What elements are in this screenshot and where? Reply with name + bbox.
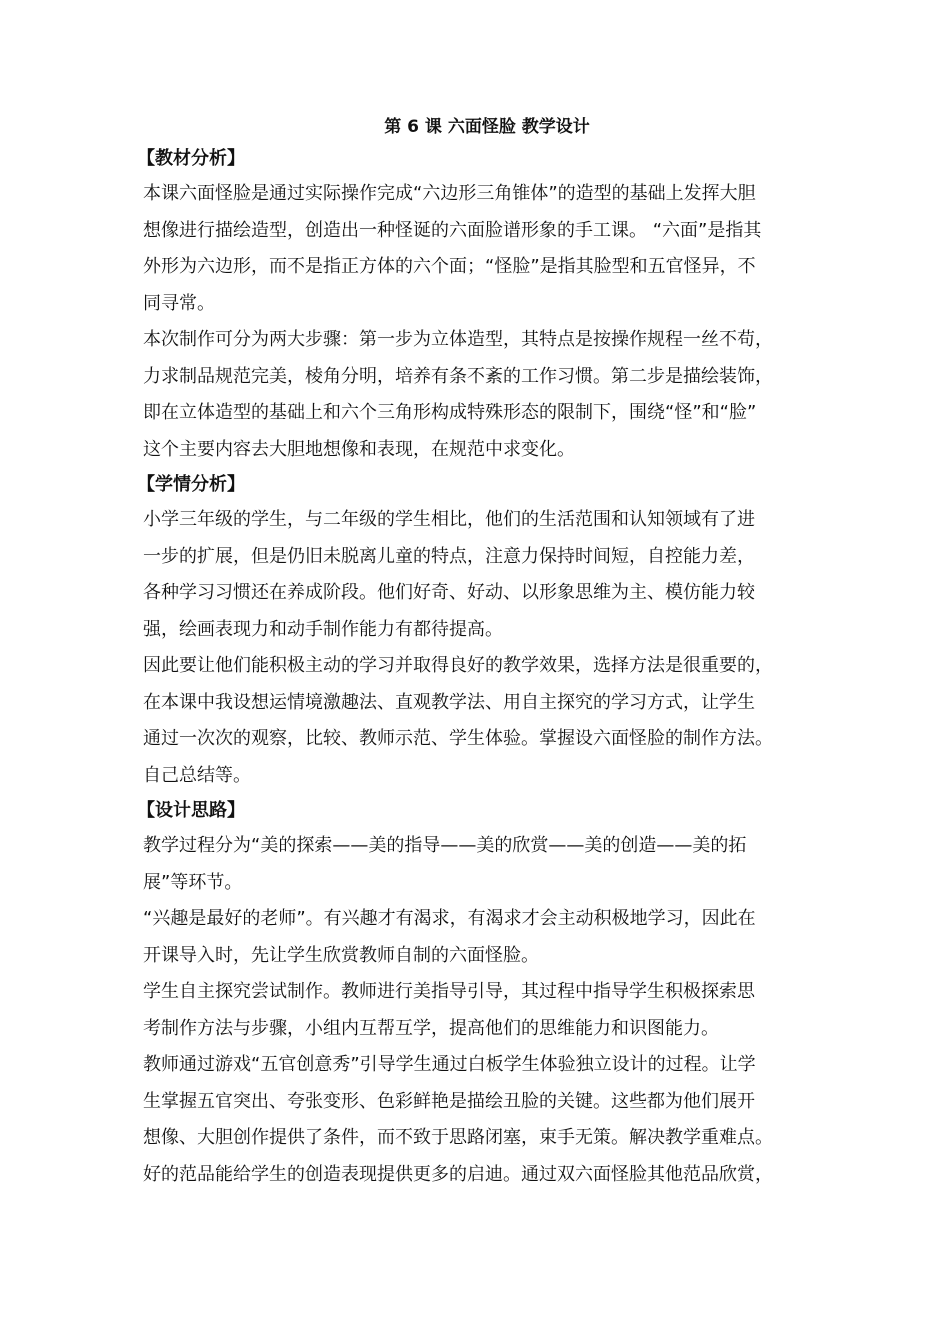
section-heading: 【学情分析】	[137, 474, 245, 495]
text-line: 强，绘画表现力和动手制作能力有都待提高。	[143, 618, 503, 640]
paragraph	[143, 322, 823, 468]
paragraph	[143, 176, 823, 322]
text-line: 生掌握五官突出、夸张变形、色彩鲜艳是描绘丑脸的关键。这些都为他们展开	[143, 1090, 755, 1112]
section-heading: 【设计思路】	[137, 800, 245, 821]
paragraph	[143, 974, 823, 1047]
text-line: 这个主要内容去大胆地想像和表现，在规范中求变化。	[143, 438, 575, 460]
paragraph	[143, 648, 823, 794]
text-line: 即在立体造型的基础上和六个三角形构成特殊形态的限制下，围绕“怪”和“脸”	[143, 402, 757, 423]
text-line: 想像、大胆创作提供了条件，而不致于思路闭塞，束手无策。解决教学重难点。	[143, 1127, 773, 1148]
text-line: 因此要让他们能积极主动的学习并取得良好的教学效果，选择方法是很重要的，	[143, 655, 773, 676]
text-line: 本次制作可分为两大步骤：第一步为立体造型，其特点是按操作规程一丝不苟，	[143, 329, 773, 350]
text-line: 各种学习习惯还在养成阶段。他们好奇、好动、以形象思维为主、模仿能力较	[143, 582, 755, 603]
paragraph	[143, 901, 823, 974]
text-line: 在本课中我设想运情境激趣法、直观教学法、用自主探究的学习方式，让学生	[143, 691, 755, 713]
text-line: 教师通过游戏“五官创意秀”引导学生通过白板学生体验独立设计的过程。让学	[143, 1054, 756, 1075]
text-line: 开课导入时，先让学生欣赏教师自制的六面怪脸。	[143, 944, 539, 966]
text-line: 学生自主探究尝试制作。教师进行美指导引导，其过程中指导学生积极探索思	[143, 981, 755, 1002]
text-line: 想像进行描绘造型，创造出一种怪诞的六面脸谱形象的手工课。 “六面”是指其	[143, 219, 762, 241]
text-line: 本课六面怪脸是通过实际操作完成“六边形三角锥体”的造型的基础上发挥大胆	[143, 183, 756, 204]
text-line: 一步的扩展，但是仍旧未脱离儿童的特点，注意力保持时间短，自控能力差，	[143, 545, 755, 567]
text-line: 自己总结等。	[143, 764, 251, 786]
paragraph	[143, 1047, 823, 1193]
text-line: 考制作方法与步骤，小组内互帮互学，提高他们的思维能力和识图能力。	[143, 1017, 719, 1039]
section-heading: 【教材分析】	[137, 148, 245, 169]
text-line: 通过一次次的观察，比较、教师示范、学生体验。掌握设六面怪脸的制作方法。	[143, 728, 773, 749]
text-line: 小学三年级的学生，与二年级的学生相比，他们的生活范围和认知领域有了进	[143, 509, 755, 530]
text-line: 好的范品能给学生的创造表现提供更多的启迪。通过双六面怪脸其他范品欣赏，	[143, 1163, 773, 1185]
document-body	[137, 142, 823, 1193]
paragraph	[143, 828, 823, 901]
text-line: 外形为六边形，而不是指正方体的六个面；“怪脸”是指其脸型和五官怪异，不	[143, 256, 756, 277]
text-line: “兴趣是最好的老师”。有兴趣才有渴求，有渴求才会主动积极地学习，因此在	[143, 908, 756, 929]
text-line: 教学过程分为“美的探索——美的指导——美的欣赏——美的创造——美的拓	[143, 835, 747, 856]
text-line: 力求制品规范完美，棱角分明，培养有条不紊的工作习惯。第二步是描绘装饰，	[143, 365, 773, 387]
paragraph	[143, 502, 823, 648]
text-line: 同寻常。	[143, 292, 215, 314]
document-page	[137, 112, 823, 1193]
document-title: 第 6 课 六面怪脸 教学设计	[384, 117, 590, 137]
text-line: 展”等环节。	[143, 871, 243, 893]
